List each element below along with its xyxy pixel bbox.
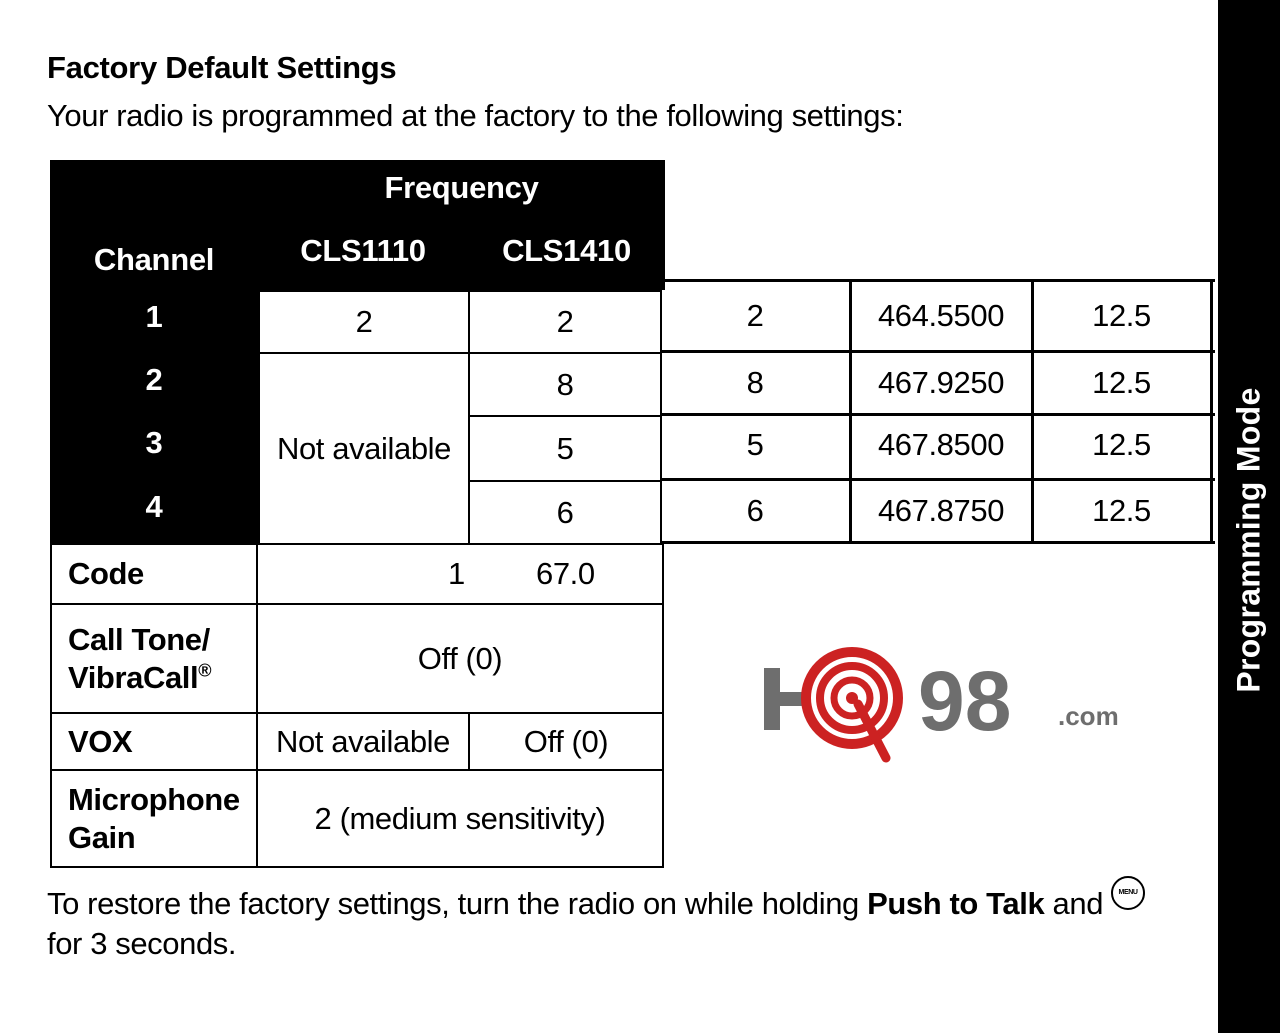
right-channel-value: 2 [746,298,764,333]
footer-text-end: for 3 seconds. [47,926,237,961]
channel-number: 1 [145,299,163,334]
mic-gain-value: 2 (medium sensitivity) [256,769,664,868]
watermark-logo-graphic [762,640,1142,770]
page-title: Factory Default Settings [47,50,397,85]
code-value-b: 67.0 [536,556,595,591]
call-tone-label-line2 [68,659,211,696]
right-table-rule [660,478,1215,481]
right-table-bottom-rule [660,541,1215,544]
model-cls1110-header: CLS1110 [300,233,426,268]
right-bandwidth-value: 12.5 [1092,298,1151,333]
vibracall-text: VibraCall [68,659,199,695]
right-table-rule [660,413,1215,416]
cls1410-channel-2: 8 [468,352,662,417]
right-channel-value: 6 [746,493,764,528]
cls1110-not-available: Not available [258,352,470,545]
call-tone-label-line1: Call Tone/ [68,622,210,658]
registered-mark: ® [198,660,212,681]
mic-gain-label-line2: Gain [68,819,136,855]
cls1410-channel-1: 2 [468,290,662,354]
vox-cls1110-value: Not available [256,712,470,771]
right-channel-value: 8 [746,365,764,400]
right-bandwidth-value: 12.5 [1092,427,1151,462]
cls1410-channel-3: 5 [468,415,662,482]
call-tone-label [50,603,258,714]
right-channel-value: 5 [746,427,764,462]
model-cls1410-header: CLS1410 [502,233,631,268]
cls1110-channel-1: 2 [258,290,470,354]
side-tab-label: Programming Mode [1230,387,1267,693]
right-frequency-value: 467.8500 [877,427,1005,462]
channel-number: 4 [145,489,163,524]
mic-gain-label-line1: Microphone [68,782,240,818]
right-frequency-value: 467.9250 [877,365,1005,400]
mic-gain-label [50,769,258,868]
restore-instructions [47,884,1207,964]
code-value-a: 1 [448,556,465,591]
channel-number: 3 [145,425,163,460]
cls1410-channel-4: 6 [468,480,662,545]
vox-label: VOX [50,712,258,771]
vox-cls1410-value: Off (0) [468,712,664,771]
menu-button-icon: MENU [1111,876,1145,910]
channel-number: 2 [145,362,163,397]
watermark-number: 98 [918,654,1012,748]
watermark-domain: .com [1058,701,1119,731]
intro-text: Your radio is programmed at the factory to the following settings: [47,98,904,133]
right-table-rule [660,350,1215,353]
right-frequency-value: 467.8750 [877,493,1005,528]
code-value-cell [256,543,664,605]
right-bandwidth-value: 12.5 [1092,493,1151,528]
call-tone-value: Off (0) [256,603,664,714]
right-frequency-value: 464.5500 [877,298,1005,333]
footer-text-mid: and [1044,886,1104,921]
code-label: Code [50,543,258,605]
footer-text-start: To restore the factory settings, turn the radio on while holding [47,886,868,921]
right-table-top-rule [665,279,1215,282]
right-table-divider [1210,279,1213,544]
push-to-talk-text: Push to Talk [867,886,1045,921]
frequency-header: Frequency [384,169,539,205]
channel-header: Channel [93,242,215,277]
watermark-logo [762,640,1142,770]
right-bandwidth-value: 12.5 [1092,365,1151,400]
